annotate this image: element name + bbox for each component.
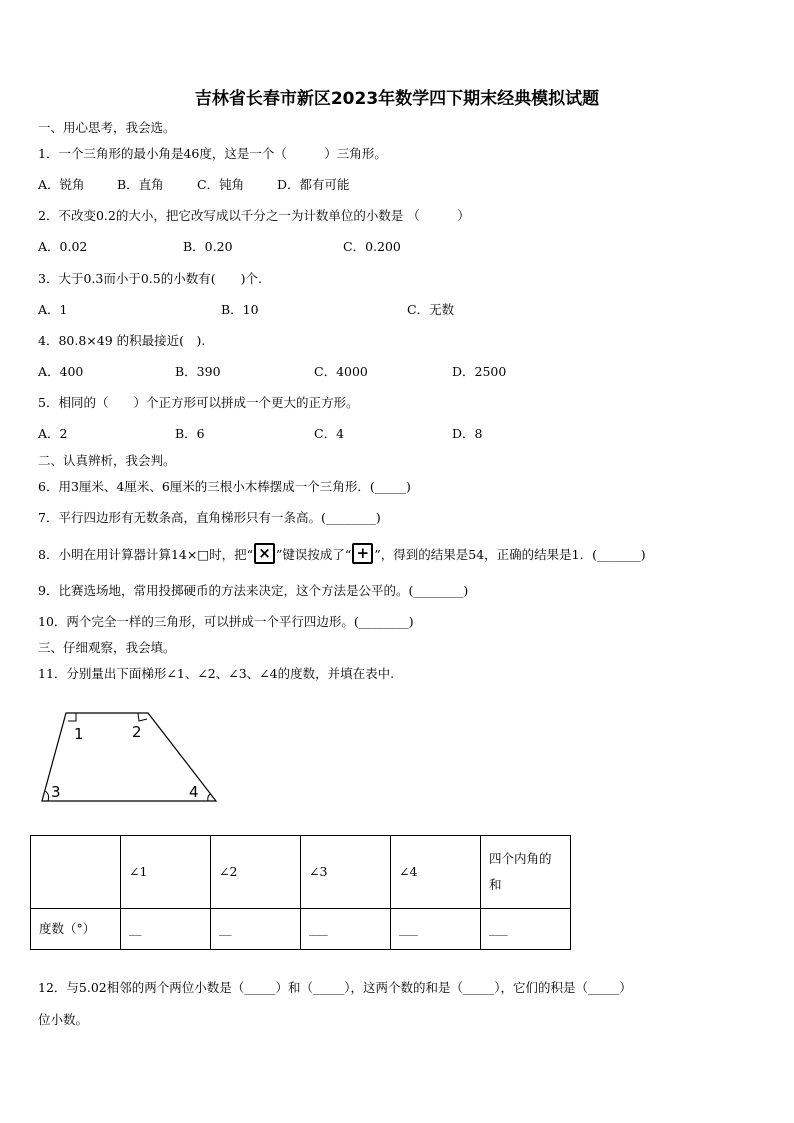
question-3: 3．大于0.3而小于0.5的小数有( )个. xyxy=(38,271,262,286)
q5-option-a: A．2 xyxy=(38,426,68,441)
q2-option-b: B．0.20 xyxy=(183,239,233,254)
table-cell-blank[interactable]: __ xyxy=(211,909,301,950)
table-cell-blank[interactable]: ___ xyxy=(391,909,481,950)
page-title: 吉林省长春市新区2023年数学四下期末经典模拟试题 xyxy=(194,89,600,109)
section-heading-fill: 三、仔细观察，我会填。 xyxy=(38,640,176,655)
angle-3-label: 3 xyxy=(51,783,61,801)
question-12-line-2: 位小数。 xyxy=(38,1012,89,1027)
multiply-key-icon: × xyxy=(254,543,275,564)
question-10: 10．两个完全一样的三角形，可以拼成一个平行四边形。(________) xyxy=(38,614,414,629)
q4-option-c: C．4000 xyxy=(314,364,368,379)
table-header-cell: ∠3 xyxy=(301,836,391,909)
angle-1-label: 1 xyxy=(74,725,84,743)
q5-option-b: B．6 xyxy=(175,426,205,441)
angle-1-mark xyxy=(68,713,76,721)
section-heading-choose: 一、用心思考，我会选。 xyxy=(38,120,176,135)
question-12-line-1: 12．与5.02相邻的两个两位小数是（_____）和（_____），这两个数的和是（_____），它们的积是（_____） xyxy=(38,980,632,995)
angle-table xyxy=(30,835,571,950)
q4-option-b: B．390 xyxy=(175,364,221,379)
q8-text-mid: ”键误按成了“ xyxy=(276,547,352,562)
question-6: 6．用3厘米、4厘米、6厘米的三根小木棒摆成一个三角形．(_____) xyxy=(38,479,411,494)
question-7: 7．平行四边形有无数条高，直角梯形只有一条高。(________) xyxy=(38,510,381,525)
q4-option-d: D．2500 xyxy=(452,364,507,379)
table-header-cell: ∠1 xyxy=(121,836,211,909)
table-header-cell: 四个内角的和 xyxy=(481,836,571,909)
table-row xyxy=(31,909,571,950)
q5-option-d: D．8 xyxy=(452,426,483,441)
table-cell-blank[interactable]: ___ xyxy=(301,909,391,950)
section-heading-judge: 二、认真辨析，我会判。 xyxy=(38,453,176,468)
table-header-cell: ∠4 xyxy=(391,836,481,909)
question-2: 2．不改变0.2的大小，把它改写成以千分之一为计数单位的小数是 （ ） xyxy=(38,208,470,223)
table-header-row xyxy=(31,836,571,909)
angle-3-mark xyxy=(45,791,49,801)
q8-text-post: ”，得到的结果是54，正确的结果是1．(_______) xyxy=(374,547,646,562)
angle-2-mark xyxy=(138,713,147,721)
q1-option-c: C．钝角 xyxy=(197,177,245,192)
question-9: 9．比赛选场地，常用投掷硬币的方法来决定，这个方法是公平的。(________) xyxy=(38,583,469,598)
q4-option-a: A．400 xyxy=(38,364,84,379)
q1-option-b: B．直角 xyxy=(117,177,164,192)
angle-4-label: 4 xyxy=(189,783,199,801)
q3-option-c: C．无数 xyxy=(407,302,455,317)
q2-option-a: A．0.02 xyxy=(38,239,88,254)
question-11: 11．分别量出下面梯形∠1、∠2、∠3、∠4的度数，并填在表中. xyxy=(38,666,395,681)
table-cell-blank[interactable]: __ xyxy=(121,909,211,950)
q3-option-b: B．10 xyxy=(221,302,259,317)
q8-text-pre: 8．小明在用计算器计算14×□时，把“ xyxy=(38,547,254,562)
q3-option-a: A．1 xyxy=(38,302,68,317)
table-header-cell: ∠2 xyxy=(211,836,301,909)
q5-option-c: C．4 xyxy=(314,426,345,441)
trapezoid-figure xyxy=(36,705,222,805)
table-cell-blank[interactable]: ___ xyxy=(481,909,571,950)
table-row-label: 度数（°） xyxy=(31,909,121,950)
q1-option-a: A．锐角 xyxy=(38,177,85,192)
question-1: 1．一个三角形的最小角是46度，这是一个（ ）三角形。 xyxy=(38,146,387,161)
angle-4-mark xyxy=(208,794,211,801)
q1-option-d: D．都有可能 xyxy=(277,177,350,192)
question-4: 4．80.8×49 的积最接近( ). xyxy=(38,333,206,348)
question-8 xyxy=(38,545,646,566)
angle-2-label: 2 xyxy=(132,723,142,741)
table-header-cell xyxy=(31,836,121,909)
question-5: 5．相同的（ ）个正方形可以拼成一个更大的正方形。 xyxy=(38,395,359,410)
plus-key-icon: + xyxy=(352,543,373,564)
q2-option-c: C．0.200 xyxy=(343,239,401,254)
